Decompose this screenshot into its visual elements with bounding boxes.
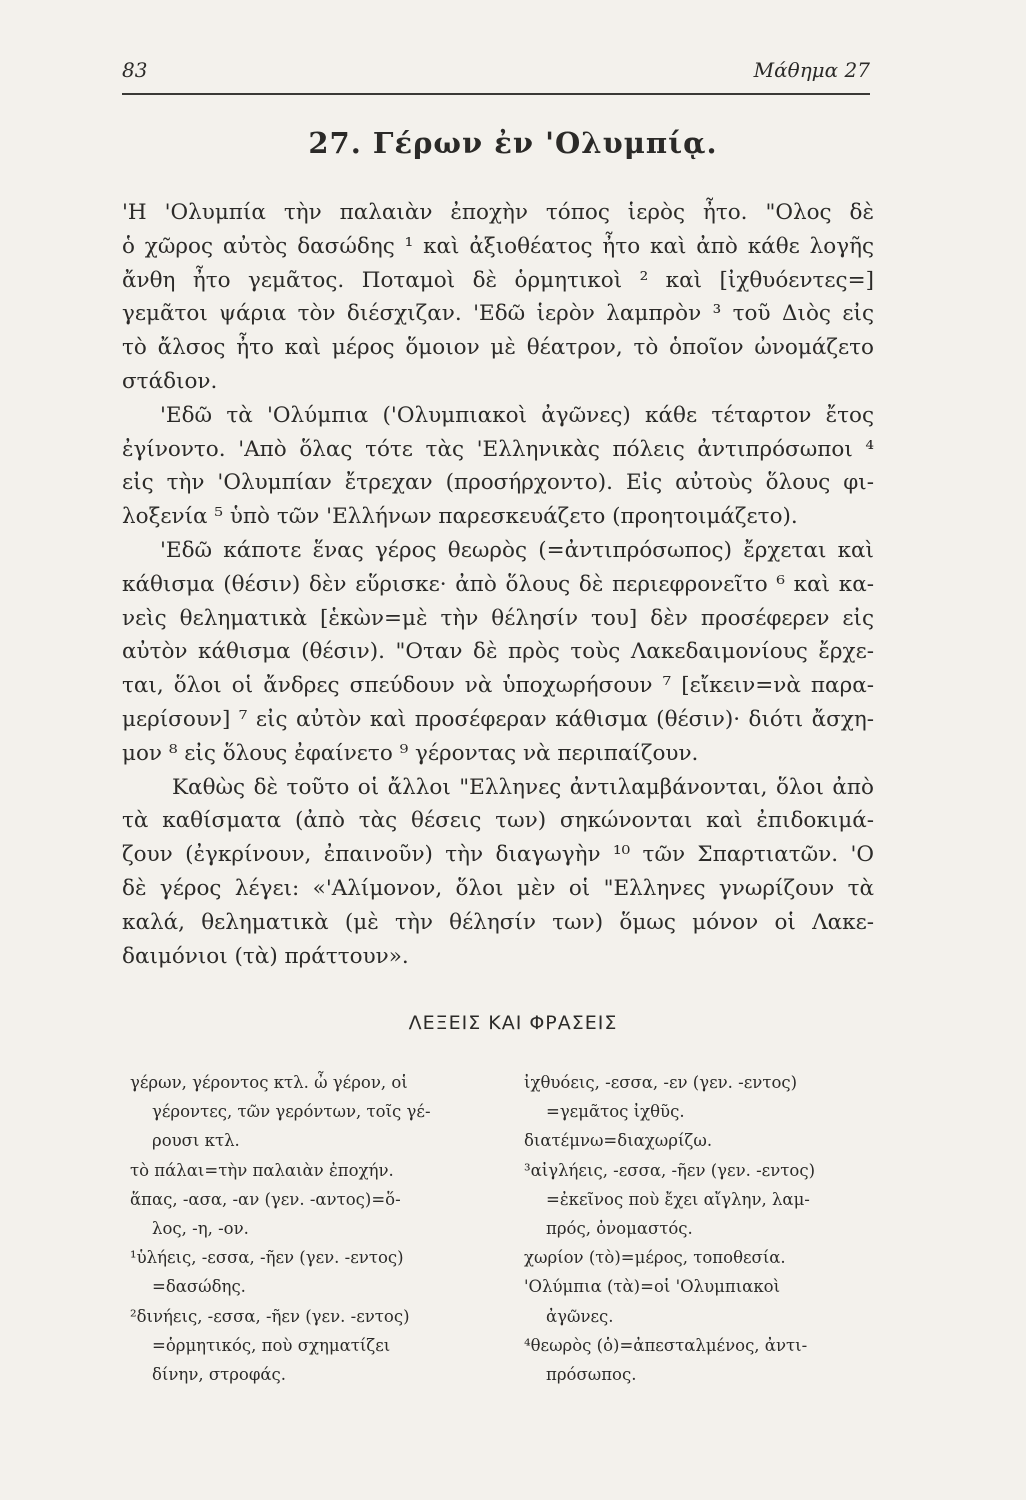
glossary-line: 'Ολύμπια (τὰ)=οἱ 'Ολυμπιακοὶ: [524, 1277, 781, 1297]
glossary-line: πρόσωπος.: [546, 1364, 637, 1384]
glossary-line: ἅπας, -ασα, -αν (γεν. -αντος)=ὅ-: [130, 1189, 401, 1209]
running-head: Μάθημα 27: [753, 58, 870, 82]
text-line: ἄνθη ἦτο γεμᾶτος. Ποταμοὶ δὲ ὁρμητικοὶ ² καὶ [ἰχθυόεντες=]: [122, 267, 874, 293]
text-line: ὁ χῶρος αὐτὸς δασώδης ¹ καὶ ἀξιοθέατος ἦτο καὶ ἀπὸ κάθε λογῆς: [122, 233, 874, 259]
glossary-line: ¹ὑλήεις, -εσσα, -ῆεν (γεν. -εντος): [130, 1248, 404, 1268]
text-line: στάδιον.: [122, 368, 218, 394]
glossary-line: γέρων, γέροντος κτλ. ὦ γέρον, οἱ: [130, 1073, 408, 1092]
glossary-line: =γεμᾶτος ἰχθῦς.: [546, 1102, 685, 1122]
glossary-line: διατέμνω=διαχωρίζω.: [524, 1131, 713, 1151]
page-header: [122, 58, 870, 88]
glossary-line: ²δινήεις, -εσσα, -ῆεν (γεν. -εντος): [130, 1306, 410, 1326]
text-line: ἐγίνοντο. 'Απὸ ὅλας τότε τὰς 'Ελληνικὰς πόλεις ἀντιπρόσωποι ⁴: [122, 436, 874, 462]
glossary-line: χωρίον (τὸ)=μέρος, τοποθεσία.: [524, 1248, 786, 1268]
glossary-right-column: [524, 1068, 886, 1389]
header-rule: [122, 93, 870, 95]
text-line: τὰ καθίσματα (ἀπὸ τὰς θέσεις των) σηκώνονται καὶ ἐπιδοκιμά-: [122, 808, 874, 834]
glossary-line: ⁴θεωρὸς (ὁ)=ἀπεσταλμένος, ἀντι-: [524, 1335, 808, 1355]
text-line: κάθισμα (θέσιν) δὲν εὕρισκε· ἀπὸ ὅλους δὲ περιεφρονεῖτο ⁶ καὶ κα-: [122, 571, 874, 597]
page-number: 83: [122, 58, 148, 82]
text-line: ται, ὅλοι οἱ ἄνδρες σπεύδουν νὰ ὑποχωρήσουν ⁷ [εἴκειν=νὰ παρα-: [122, 673, 874, 699]
glossary-line: ³αἰγλήεις, -εσσα, -ῆεν (γεν. -εντος): [524, 1160, 816, 1180]
text-line: 'Εδῶ κάποτε ἕνας γέρος θεωρὸς (=ἀντιπρόσωπος) ἔρχεται καὶ: [160, 537, 874, 563]
glossary-line: λος, -η, -ον.: [152, 1218, 249, 1238]
text-line: δαιμόνιοι (τὰ) πράττουν».: [122, 943, 409, 969]
text-line: εἰς τὴν 'Ολυμπίαν ἔτρεχαν (προσήρχοντο). Εἰς αὐτοὺς ὅλους φι-: [122, 470, 874, 496]
text-line: λοξενία ⁵ ὑπὸ τῶν 'Ελλήνων παρεσκευάζετο (προητοιμάζετο).: [122, 504, 798, 530]
lesson-title: 27. Γέρων ἐν 'Ολυμπίᾳ.: [308, 126, 718, 160]
glossary-line: δίνην, στροφάς.: [152, 1364, 287, 1384]
text-line: 'Η 'Ολυμπία τὴν παλαιὰν ἐποχὴν τόπος ἱερὸς ἦτο. "Ολος δὲ: [122, 200, 874, 225]
glossary-line: ἀγῶνες.: [546, 1306, 614, 1326]
glossary-line: τὸ πάλαι=τὴν παλαιὰν ἐποχήν.: [130, 1160, 394, 1180]
text-line: τὸ ἄλσος ἦτο καὶ μέρος ὅμοιον μὲ θέατρον, τὸ ὁποῖον ὠνομάζετο: [122, 335, 874, 361]
glossary-left-column: [130, 1068, 492, 1389]
text-line: μερίσουν] ⁷ εἰς αὐτὸν καὶ προσέφεραν κάθισμα (θέσιν)· διότι ἄσχη-: [122, 706, 874, 732]
text-line: Καθὼς δὲ τοῦτο οἱ ἄλλοι "Ελληνες ἀντιλαμβάνονται, ὅλοι ἀπὸ: [172, 774, 874, 800]
text-line: μον ⁸ εἰς ὅλους ἐφαίνετο ⁹ γέροντας νὰ περιπαίζουν.: [122, 740, 699, 766]
text-line: δὲ γέρος λέγει: «'Αλίμονον, ὅλοι μὲν οἱ "Ελληνες γνωρίζουν τὰ: [122, 875, 874, 901]
glossary-line: =ἐκεῖνος ποὺ ἔχει αἴγλην, λαμ-: [546, 1189, 810, 1209]
text-line: νεὶς θεληματικὰ [ἑκὼν=μὲ τὴν θέλησίν του] δὲν προσέφερεν εἰς: [122, 605, 874, 631]
glossary-line: =ὁρμητικός, ποὺ σχηματίζει: [152, 1335, 391, 1355]
text-line: γεμᾶτοι ψάρια τὸν διέσχιζαν. 'Εδῶ ἱερὸν λαμπρὸν ³ τοῦ Διὸς εἰς: [122, 301, 874, 327]
glossary-line: ἰχθυόεις, -εσσα, -εν (γεν. -εντος): [524, 1073, 798, 1092]
glossary-line: γέροντες, τῶν γερόντων, τοῖς γέ-: [152, 1102, 431, 1122]
text-line: 'Εδῶ τὰ 'Ολύμπια ('Ολυμπιακοὶ ἀγῶνες) κάθε τέταρτον ἔτος: [160, 402, 874, 428]
text-line: αὐτὸν κάθισμα (θέσιν). "Οταν δὲ πρὸς τοὺς Λακεδαιμονίους ἔρχε-: [122, 639, 874, 665]
glossary-line: ρουσι κτλ.: [152, 1131, 240, 1151]
lesson-text: [122, 196, 874, 973]
section-heading: ΛΕΞΕΙΣ ΚΑΙ ΦΡΑΣΕΙΣ: [408, 1012, 618, 1034]
text-line: ζουν (ἐγκρίνουν, ἐπαινοῦν) τὴν διαγωγὴν ¹⁰ τῶν Σπαρτιατῶν. 'Ο: [122, 842, 874, 868]
glossary-line: =δασώδης.: [152, 1277, 246, 1297]
text-line: καλά, θεληματικὰ (μὲ τὴν θέλησίν των) ὅμως μόνον οἱ Λακε-: [122, 909, 874, 935]
glossary-line: πρός, ὀνομαστός.: [546, 1218, 693, 1238]
